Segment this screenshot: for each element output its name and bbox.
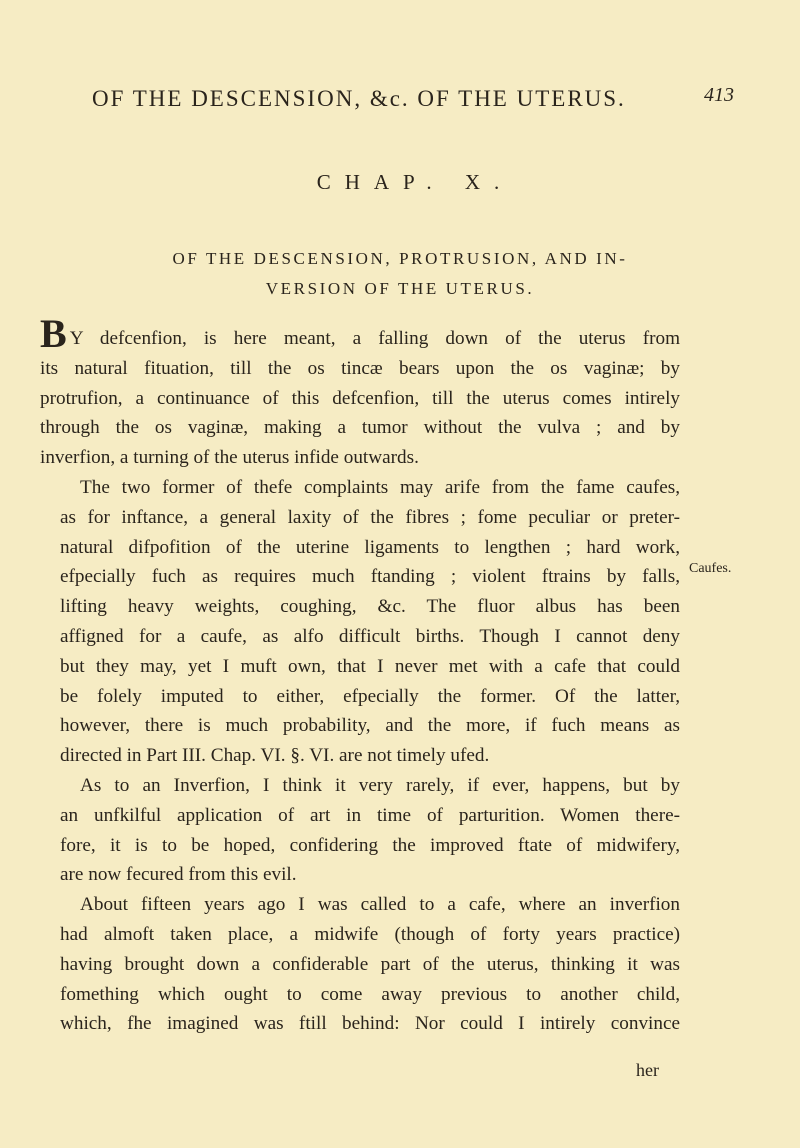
catchword: her: [636, 1060, 659, 1080]
text-line: directed in Part III. Chap. VI. §. VI. are not timely ufed.: [60, 745, 490, 767]
text-line: but they may, yet I muft own, that I never met with a cafe that could: [60, 655, 680, 677]
text-line: having brought down a confiderable part of the uterus, thinking it was: [60, 953, 680, 975]
body-text: [40, 311, 680, 1039]
text-line: inverfion, a turning of the uterus infide outwards.: [40, 447, 419, 469]
text-line: protrufion, a continuance of this defcenfion, till the uterus comes intirely: [40, 387, 680, 409]
text-line: its natural fituation, till the os tincæ bears upon the os vaginæ; by: [40, 357, 680, 379]
text-line: had almoft taken place, a midwife (though of forty years practice): [60, 923, 680, 945]
text-line: As to an Inverfion, I think it very rarely, if ever, happens, but by: [80, 774, 680, 796]
paragraph-case: [40, 890, 680, 1039]
margin-note: Caufes.: [689, 561, 732, 576]
text-line: as for inftance, a general laxity of the fibres ; fome peculiar or preter-: [60, 506, 680, 528]
paragraph-definitions: [40, 311, 680, 473]
text-line: fomething which ought to come away previous to another child,: [60, 983, 680, 1005]
running-head: OF THE DESCENSION, &c. OF THE UTERUS.: [92, 86, 626, 111]
section-title-line-2: VERSION OF THE UTERUS.: [265, 279, 535, 298]
chapter-title: CHAP. X.: [316, 170, 514, 194]
text-line: efpecially fuch as requires much ftanding ; violent ftrains by falls,: [60, 566, 680, 588]
text-line: however, there is much probability, and the more, if fuch means as: [60, 715, 680, 737]
text-line: lifting heavy weights, coughing, &c. The fluor albus has been: [60, 596, 680, 618]
section-title: [120, 244, 680, 304]
page-number: 413: [704, 84, 734, 106]
text-line: an unfkilful application of art in time of parturition. Women there-: [60, 804, 680, 826]
text-line: affigned for a caufe, as alfo difficult births. Though I cannot deny: [60, 625, 680, 647]
paragraph-inversion: [40, 771, 680, 890]
text-line: fore, it is to be hoped, confidering the improved ftate of midwifery,: [60, 834, 680, 856]
drop-cap: B: [40, 311, 67, 356]
text-line: B Y defcenfion, is here meant, a falling down of the uterus from: [40, 311, 680, 356]
text-line: About fifteen years ago I was called to a cafe, where an inverfion: [80, 894, 680, 916]
text-line: which, fhe imagined was ftill behind: Nor could I intirely convince: [60, 1013, 680, 1035]
text-line: The two former of thefe complaints may arife from the fame caufes,: [80, 476, 680, 498]
text-line: are now fecured from this evil.: [60, 864, 297, 886]
text-line: natural difpofition of the uterine ligaments to lengthen ; hard work,: [60, 536, 680, 558]
paragraph-causes: [40, 473, 680, 771]
text-line: through the os vaginæ, making a tumor without the vulva ; and by: [40, 417, 680, 439]
text-line: be folely imputed to either, efpecially the former. Of the latter,: [60, 685, 680, 707]
section-title-line-1: OF THE DESCENSION, PROTRUSION, AND IN-: [172, 249, 628, 268]
